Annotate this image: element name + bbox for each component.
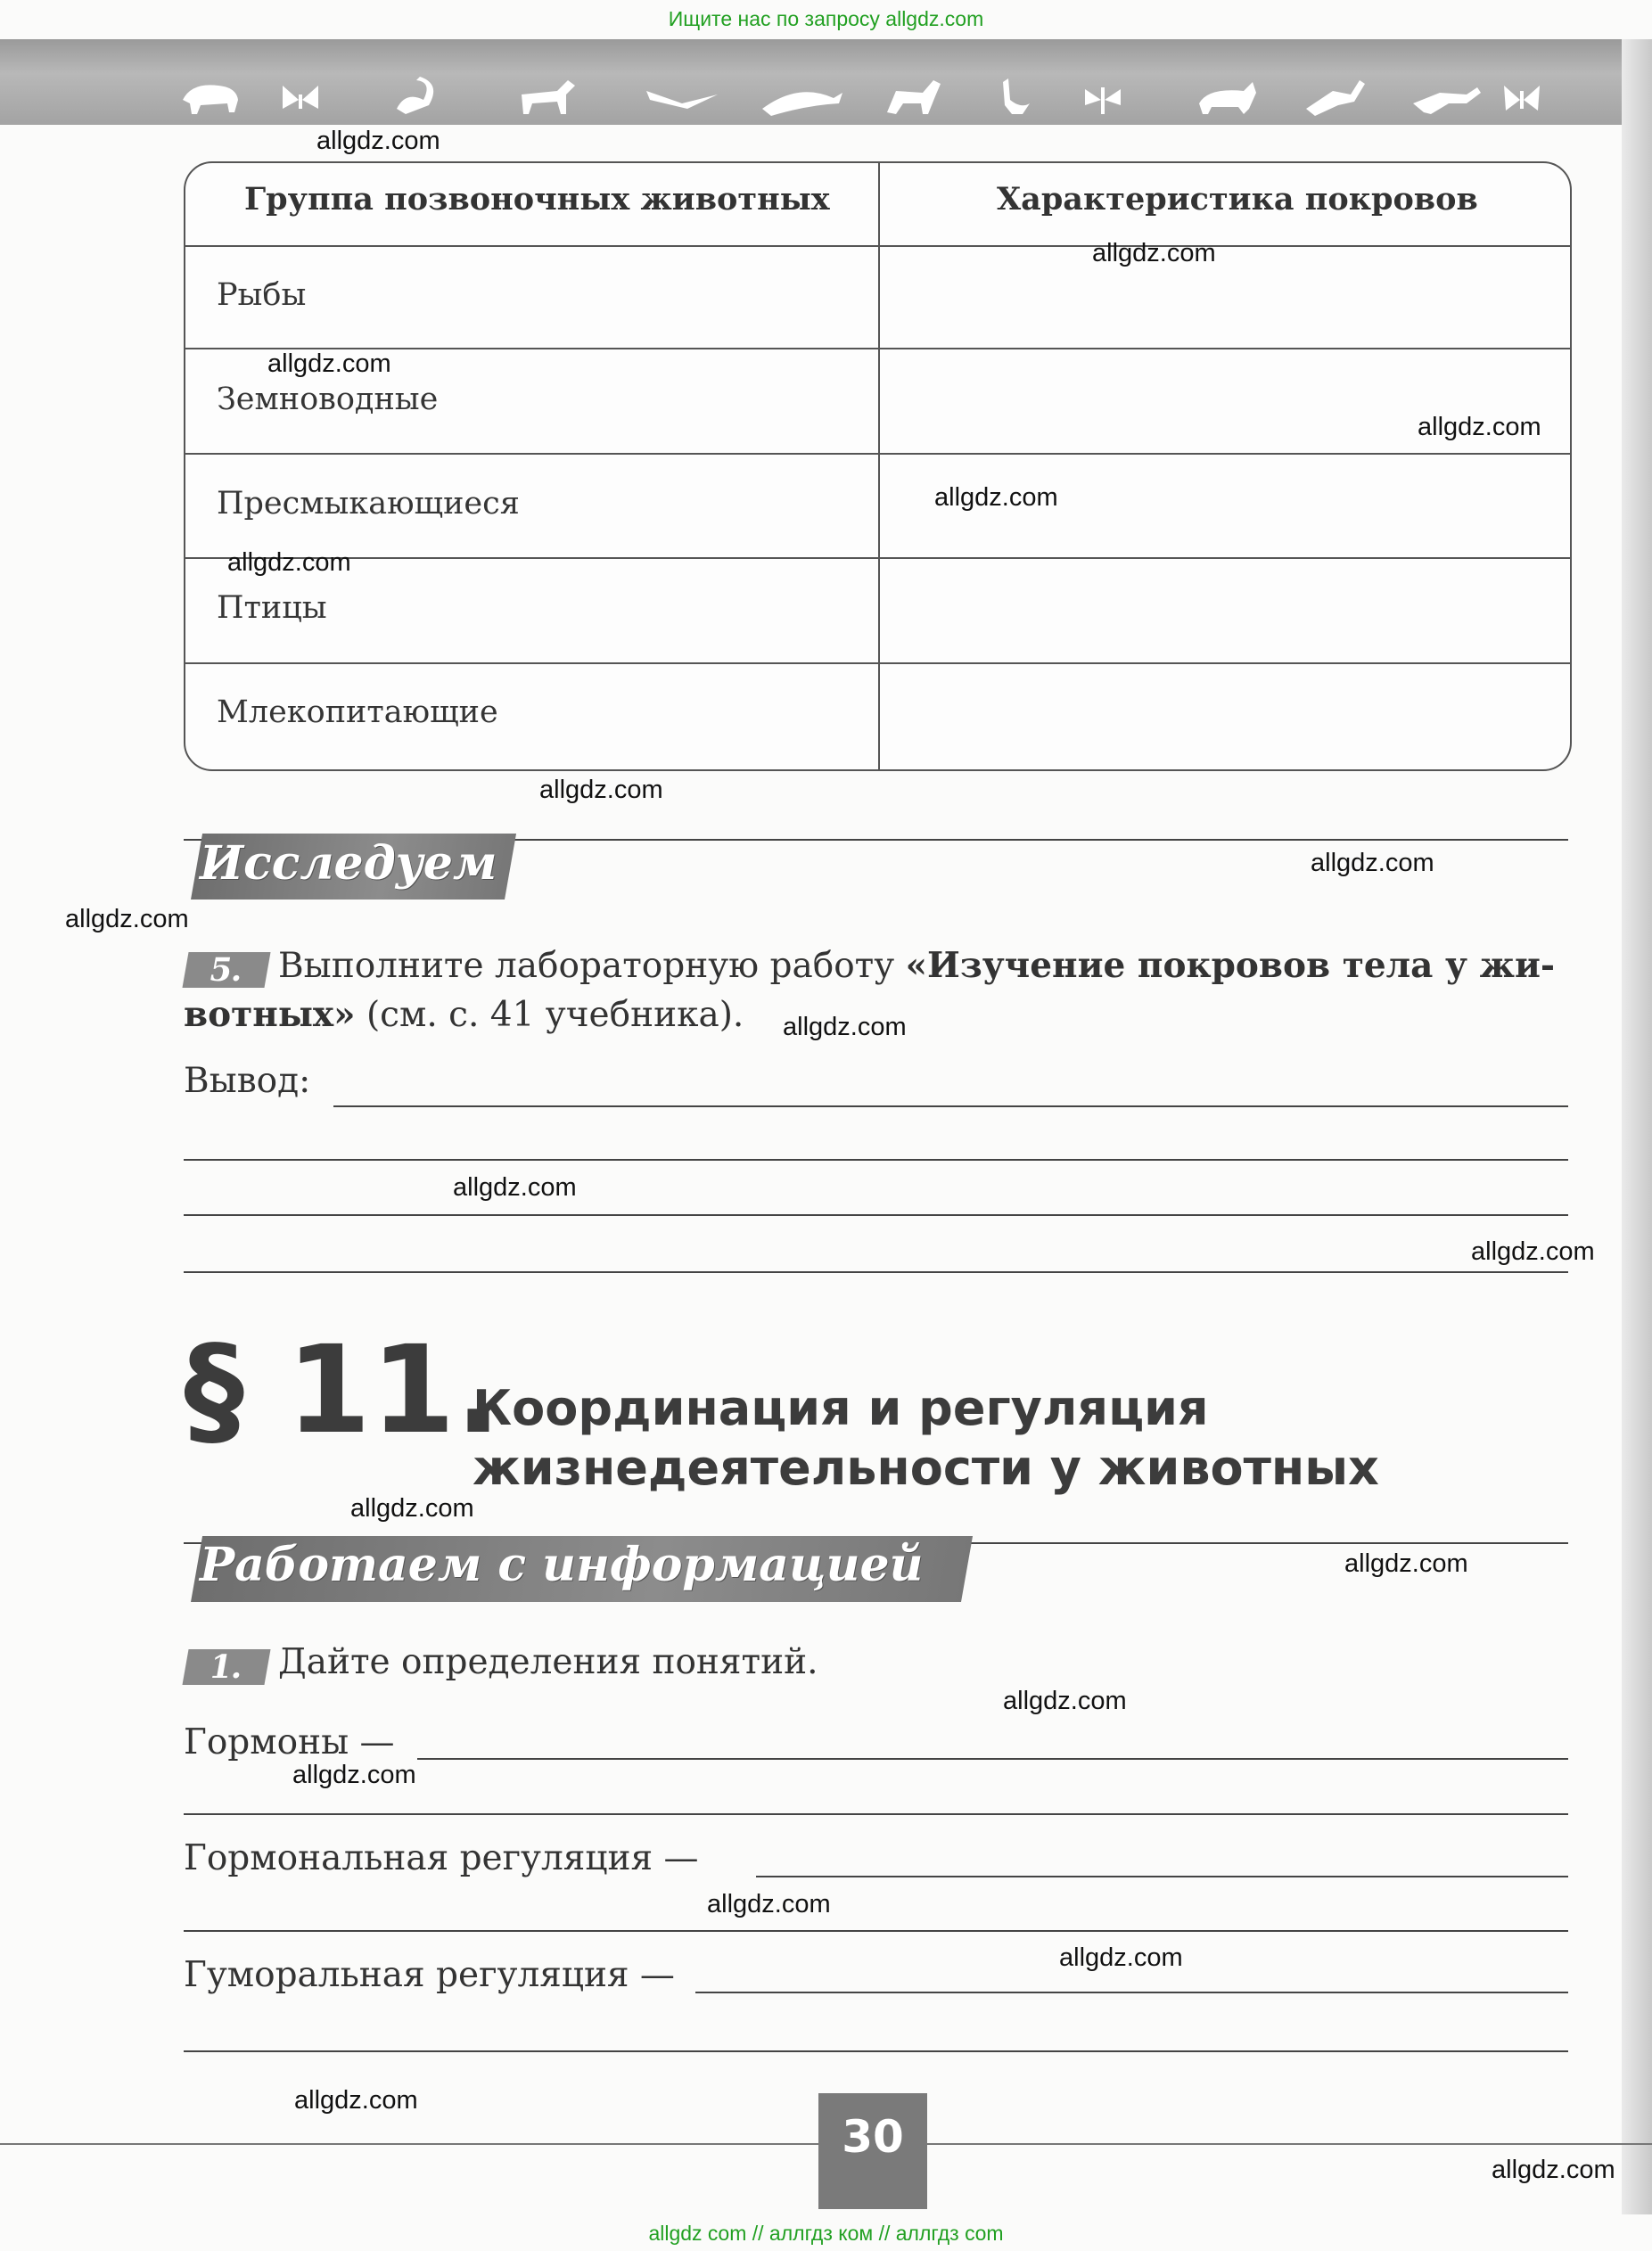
task5-text-bold: «Изучение покровов тела у жи- bbox=[905, 945, 1556, 986]
task5-text bbox=[278, 945, 1555, 986]
answer-line[interactable] bbox=[756, 1876, 1568, 1877]
table-header-group: Группа позвоночных животных bbox=[244, 181, 830, 218]
watermark: allgdz.com bbox=[1471, 1237, 1595, 1266]
task5-line2-plain: (см. с. 41 учебника). bbox=[355, 995, 744, 1035]
moth-icon bbox=[1504, 86, 1540, 111]
watermark: allgdz.com bbox=[453, 1173, 577, 1202]
watermark: allgdz.com bbox=[267, 349, 391, 378]
term-humoral-regulation: Гуморальная регуляция — bbox=[184, 1955, 675, 1995]
table-column-divider bbox=[878, 163, 880, 769]
watermark: allgdz.com bbox=[934, 483, 1058, 512]
paragraph-title-line2: жизнедеятельности у животных bbox=[473, 1440, 1379, 1496]
table-row-label: Млекопитающие bbox=[217, 694, 498, 730]
table-header-divider bbox=[185, 245, 1570, 247]
task-number-badge: 1. bbox=[182, 1649, 270, 1685]
task1-text: Дайте определения понятий. bbox=[278, 1642, 818, 1682]
watermark: allgdz.com bbox=[707, 1890, 831, 1918]
watermark: allgdz.com bbox=[227, 548, 351, 577]
watermark: allgdz.com bbox=[539, 776, 663, 804]
top-banner: Ищите нас по запросу allgdz.com bbox=[668, 7, 984, 30]
task-number-badge: 5. bbox=[182, 952, 270, 988]
rhino-icon bbox=[1199, 82, 1256, 114]
answer-line[interactable] bbox=[184, 1159, 1568, 1161]
animal-silhouettes bbox=[183, 73, 1556, 127]
table-row-label: Пресмыкающиеся bbox=[217, 486, 520, 522]
watermark: allgdz.com bbox=[1003, 1687, 1127, 1715]
paragraph-number: § 11. bbox=[184, 1320, 502, 1461]
scorpion-icon bbox=[397, 77, 433, 114]
watermark: allgdz.com bbox=[1418, 413, 1541, 441]
table-row-label: Рыбы bbox=[217, 277, 307, 313]
bison-icon bbox=[183, 85, 238, 114]
moose-icon bbox=[887, 80, 941, 114]
answer-line[interactable] bbox=[333, 1105, 1568, 1107]
answer-line[interactable] bbox=[184, 2050, 1568, 2052]
horse-icon bbox=[522, 80, 575, 114]
term-hormonal-regulation: Гормональная регуляция — bbox=[184, 1838, 699, 1878]
watermark: allgdz.com bbox=[1092, 239, 1216, 267]
watermark: allgdz.com bbox=[1492, 2156, 1615, 2184]
table-row-divider bbox=[185, 453, 1570, 455]
watermark: allgdz.com bbox=[783, 1013, 907, 1041]
watermark: allgdz.com bbox=[294, 2086, 418, 2115]
watermark: allgdz.com bbox=[1311, 849, 1434, 877]
cheetah-icon bbox=[1413, 87, 1481, 114]
answer-line[interactable] bbox=[695, 1992, 1568, 1993]
watermark: allgdz.com bbox=[292, 1761, 416, 1789]
section-title-info: Работаем с информацией bbox=[200, 1538, 924, 1592]
table-row-divider bbox=[185, 557, 1570, 559]
bird-icon bbox=[646, 91, 718, 109]
table-row-label: Птицы bbox=[217, 590, 327, 626]
watermark: allgdz.com bbox=[350, 1494, 474, 1523]
conclusion-label: Вывод: bbox=[184, 1061, 311, 1101]
lizard-icon bbox=[1306, 80, 1365, 116]
dolphin-icon bbox=[762, 92, 842, 116]
heron-icon bbox=[1003, 78, 1030, 114]
task5-text-line2 bbox=[184, 994, 744, 1035]
table-row-divider bbox=[185, 348, 1570, 349]
paragraph-title-line1: Координация и регуляция bbox=[473, 1380, 1209, 1436]
section-title-research: Исследуем bbox=[200, 836, 497, 891]
term-hormones: Гормоны — bbox=[184, 1722, 395, 1762]
answer-line[interactable] bbox=[184, 1930, 1568, 1932]
integument-table bbox=[184, 161, 1572, 771]
page-number: 30 bbox=[842, 2111, 904, 2163]
table-row-label: Земноводные bbox=[217, 382, 439, 417]
answer-line[interactable] bbox=[184, 1813, 1568, 1815]
page-gutter-shadow bbox=[1622, 39, 1652, 2214]
answer-line[interactable] bbox=[184, 1214, 1568, 1216]
watermark: allgdz.com bbox=[316, 127, 440, 155]
footer-links: allgdz com // аллгдз ком // аллгдз com bbox=[648, 2222, 1004, 2245]
watermark: allgdz.com bbox=[1344, 1549, 1468, 1578]
answer-line[interactable] bbox=[184, 1271, 1568, 1273]
table-row-divider bbox=[185, 662, 1570, 664]
table-header-characteristic: Характеристика покровов bbox=[997, 181, 1478, 218]
answer-line[interactable] bbox=[417, 1758, 1568, 1760]
watermark: allgdz.com bbox=[1059, 1943, 1183, 1972]
task5-line2-bold: вотных» bbox=[184, 994, 356, 1035]
watermark: allgdz.com bbox=[65, 905, 189, 933]
butterfly-icon bbox=[283, 86, 318, 109]
insect-icon bbox=[1085, 87, 1121, 114]
task5-text-plain: Выполните лабораторную работу bbox=[278, 946, 906, 986]
